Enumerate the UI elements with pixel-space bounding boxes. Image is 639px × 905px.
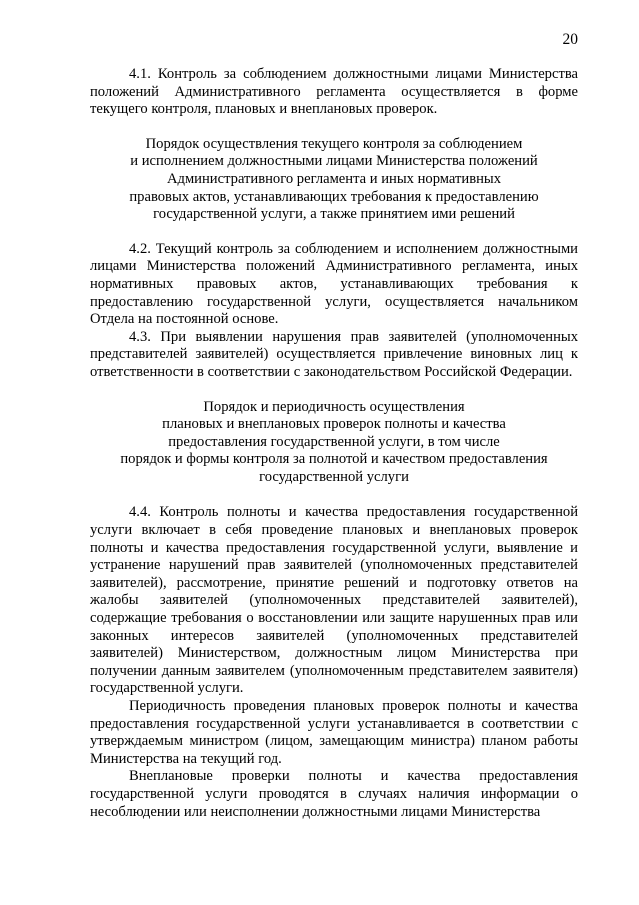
paragraph-4-3: 4.3. При выявлении нарушения прав заявителей (уполномоченных представителей заявителей) осуществляется привлечение виновных лиц к ответственности в соответствии с законодательством Российской Федерации. (90, 328, 578, 380)
page-number: 20 (562, 31, 578, 48)
heading-line: предоставления государственной услуги, в том числе (168, 433, 500, 450)
heading-line: Порядок осуществления текущего контроля за соблюдением (145, 135, 523, 152)
heading-line: порядок и формы контроля за полнотой и качеством предоставления (120, 451, 548, 468)
paragraph-periodicity: Периодичность проведения плановых проверок полноты и качества предоставления государственной услуги устанавливается в соответствии с утверждаемым министром (лицом, замещающим министра) планом работы Министерства на текущий год. (90, 698, 578, 767)
paragraph-4-4: 4.4. Контроль полноты и качества предоставления государственной услуги включает в себя проведение плановых и внеплановых проверок полноты и качества предоставления государственной услуги, выявление и устранение нарушений прав заявителей (уполномоченных представителей заявителей), рассмотрение, принятие решений и подготовку ответов на жалобы заявителей (уполномоченных представителей заявителей), содержащие требования о восстановлении или защите нарушенных прав или законных интересов заявителей (уполномоченных представителей заявителей) Министерством, должностным лицом Министерства при получении данным заявителем (уполномоченным представителем заявителя) государственной услуги. (90, 504, 578, 697)
page-content (90, 66, 578, 821)
paragraph-4-1: 4.1. Контроль за соблюдением должностными лицами Министерства положений Административного регламента осуществляется в форме текущего контроля, плановых и внеплановых проверок. (90, 66, 578, 118)
section-heading-current-control (90, 136, 578, 224)
heading-line: плановых и внеплановых проверок полноты и качества (162, 416, 506, 433)
heading-line: государственной услуги, а также принятием ими решений (153, 206, 515, 223)
heading-line: Порядок и периодичность осуществления (203, 398, 465, 415)
section-heading-inspections (90, 399, 578, 487)
heading-line: и исполнением должностными лицами Министерства положений (130, 153, 538, 170)
heading-line: Административного регламента и иных нормативных (166, 170, 502, 187)
paragraph-4-2: 4.2. Текущий контроль за соблюдением и исполнением должностными лицами Министерства положений Административного регламента, иных нормативных правовых актов, устанавливающих требования к предоставлению государственной услуги, осуществляется начальником Отдела на постоянной основе. (90, 240, 578, 328)
heading-line: правовых актов, устанавливающих требования к предоставлению (129, 188, 539, 205)
heading-line: государственной услуги (259, 468, 409, 485)
paragraph-unscheduled-inspections: Внеплановые проверки полноты и качества предоставления государственной услуги проводятся в случаях наличия информации о несоблюдении или неисполнении должностными лицами Министерства (90, 768, 578, 820)
